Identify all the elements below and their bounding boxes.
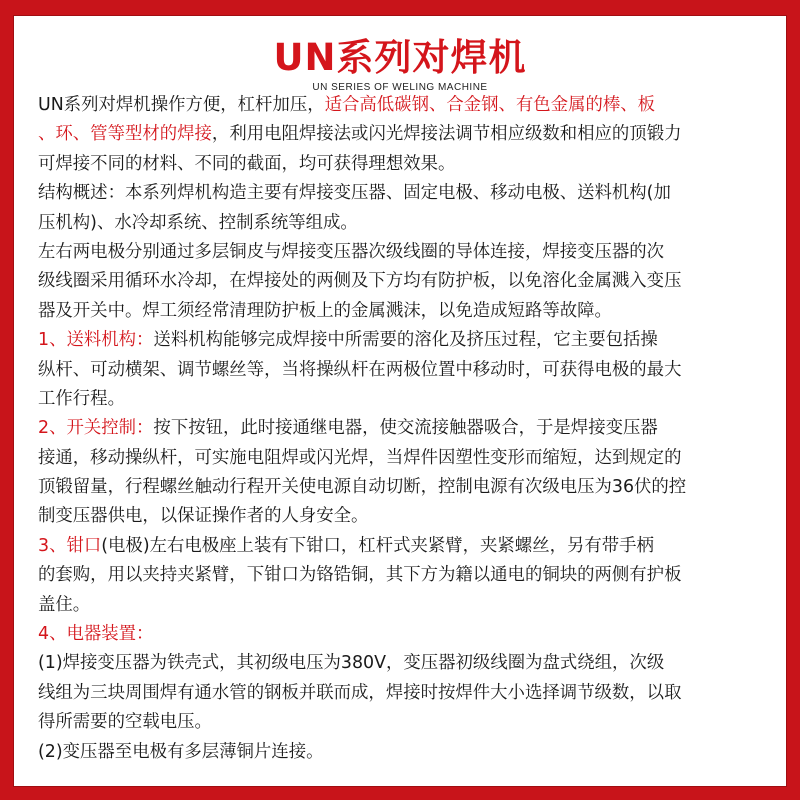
page-title: UN系列对焊机 — [273, 36, 527, 79]
text-line — [38, 120, 778, 149]
text-line — [38, 91, 778, 120]
document-body — [38, 91, 778, 767]
body-text: UN系列对焊机操作方便，杠杆加压， — [38, 95, 325, 115]
body-text: 盖住。 — [38, 594, 91, 615]
text-line — [38, 385, 778, 414]
body-text: 得所需要的空载电压。 — [38, 712, 212, 733]
body-text: 送料机构能够完成焊接中所需要的溶化及挤压过程，它主要包括操 — [153, 330, 658, 351]
text-line — [38, 150, 778, 179]
body-text: 接通，移动操纵杆，可实施电阻焊或闪光焊，当焊件因塑性变形而缩短，达到规定的 — [38, 447, 682, 468]
text-line — [38, 649, 778, 678]
text-line — [38, 267, 778, 296]
text-line — [38, 326, 778, 355]
body-text: 压机构)、水冷却系统、控制系统等组成。 — [38, 212, 358, 233]
highlighted-text: 适合高低碳钢、合金钢、有色金属的棒、板 — [324, 95, 656, 115]
body-text: 工作行程。 — [38, 388, 125, 409]
highlighted-text: 、环、管等型材的焊接 — [38, 124, 212, 145]
text-line — [38, 561, 778, 590]
highlighted-text: 4、电器装置： — [38, 624, 154, 645]
text-line — [38, 591, 778, 620]
text-line — [38, 297, 778, 326]
text-line — [38, 414, 778, 443]
text-line — [38, 708, 778, 737]
body-text: 顶锻留量，行程螺丝触动行程开关使电源自动切断，控制电源有次级电压为36伏的控 — [38, 477, 687, 498]
body-text: 按下按钮，此时接通继电器，使交流接触器吸合，于是焊接变压器 — [153, 418, 658, 439]
content-panel — [14, 16, 786, 786]
body-text: 级线圈采用循环水冷却，在焊接处的两侧及下方均有防护板，以免溶化金属溅入变压 — [38, 271, 682, 292]
text-line — [38, 444, 778, 473]
text-line — [38, 209, 778, 238]
text-line — [38, 532, 778, 561]
body-text: 线组为三块周围焊有通水管的钢板并联而成，焊接时按焊件大小选择调节级数，以取 — [38, 682, 682, 703]
body-text: (2)变压器至电极有多层薄铜片连接。 — [38, 741, 324, 762]
text-line — [38, 620, 778, 649]
text-line — [38, 238, 778, 267]
highlighted-text: 3、钳口 — [38, 535, 102, 556]
text-line — [38, 679, 778, 708]
highlighted-text: 1、送料机构： — [38, 330, 154, 351]
body-text: 器及开关中。焊工须经常清理防护板上的金属溅沫，以免造成短路等故障。 — [38, 300, 612, 321]
body-text: 左右两电极分别通过多层铜皮与焊接变压器次级线圈的导体连接，焊接变压器的次 — [38, 241, 665, 262]
page-subtitle: UN SERIES OF WELING MACHINE — [312, 82, 488, 93]
text-line — [38, 356, 778, 385]
text-line — [38, 738, 778, 767]
text-line — [38, 502, 778, 531]
text-line — [38, 473, 778, 502]
body-text: (1)焊接变压器为铁壳式，其初级电压为380V，变压器初级线圈为盘式绕组，次级 — [38, 653, 665, 674]
body-text: 制变压器供电，以保证操作者的人身安全。 — [38, 506, 369, 527]
text-line — [38, 179, 778, 208]
body-text: 纵杆、可动横架、调节螺丝等，当将操纵杆在两极位置中移动时，可获得电极的最大 — [38, 359, 682, 380]
body-text: 可焊接不同的材料、不同的截面，均可获得理想效果。 — [38, 153, 456, 174]
highlighted-text: 2、开关控制： — [38, 418, 154, 439]
body-text: ，利用电阻焊接法或闪光焊接法调节相应级数和相应的顶锻力 — [211, 124, 682, 145]
body-text: 的套购，用以夹持夹紧臂，下钳口为铬锆铜，其下方为籍以通电的铜块的两侧有护板 — [38, 565, 682, 586]
body-text: 结构概述：本系列焊机构造主要有焊接变压器、固定电极、移动电极、送料机构(加 — [38, 183, 671, 204]
body-text: (电极)左右电极座上装有下钳口，杠杆式夹紧臂，夹紧螺丝，另有带手柄 — [101, 535, 654, 556]
